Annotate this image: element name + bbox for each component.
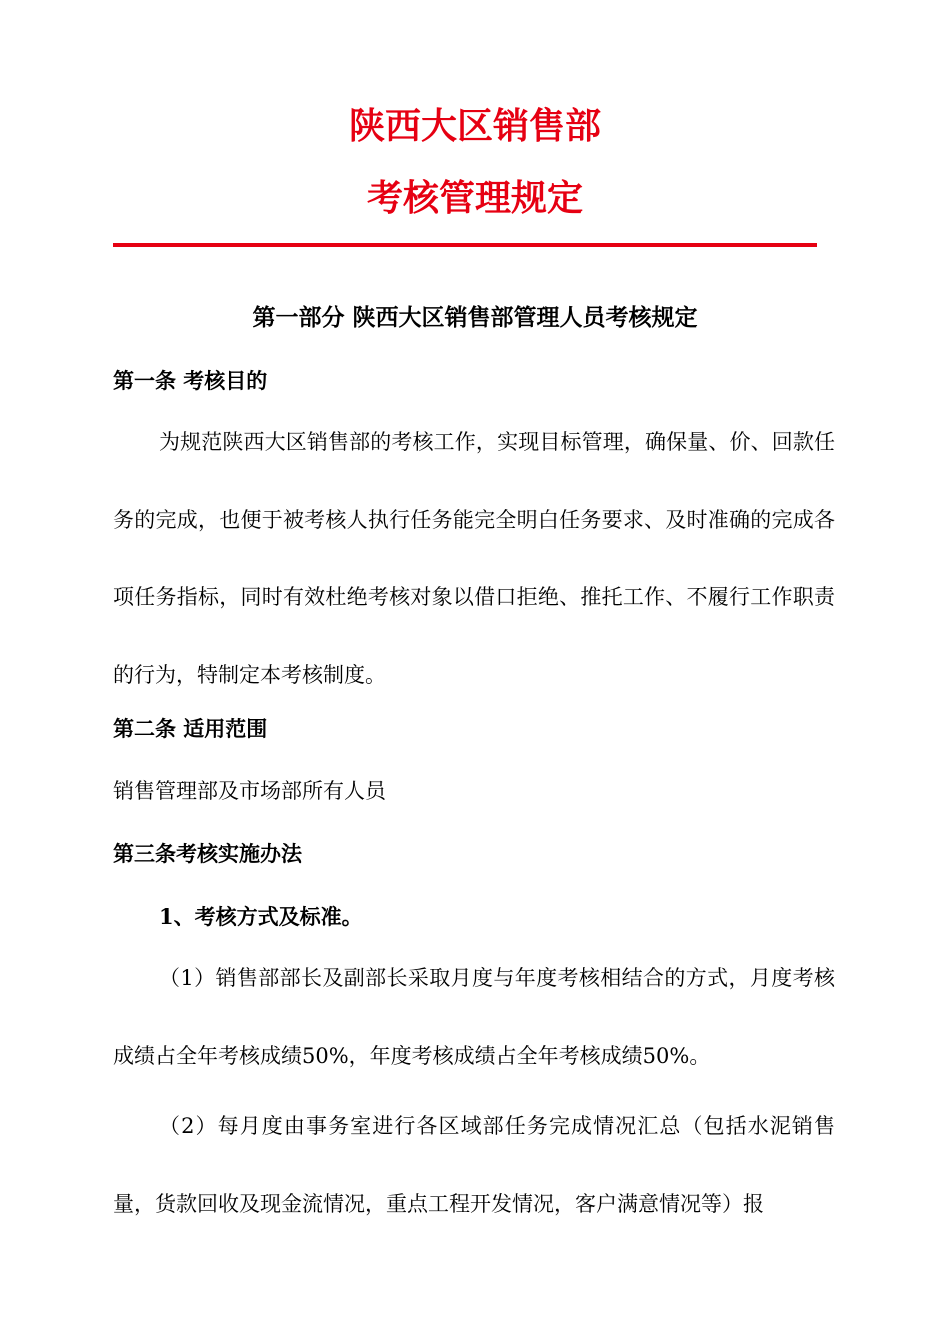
section1-heading: 1、考核方式及标准。 (159, 904, 363, 929)
article3-heading: 第三条考核实施办法 (113, 841, 302, 866)
article2-paragraph: 销售管理部及市场部所有人员 (113, 779, 386, 803)
article1-paragraph: 为规范陕西大区销售部的考核工作，实现目标管理，确保量、价、回款任务的完成，也便于被考核人执行任务能完全明白任务要求、及时准确的完成各项任务指标，同时有效杜绝考核对象以借口拒绝、推托工作、不履行工作职责的行为，特制定本考核制度。 (113, 430, 835, 687)
article2-heading: 第二条 适用范围 (113, 716, 268, 741)
document-title-line2: 考核管理规定 (366, 177, 583, 219)
document-title-line1: 陕西大区销售部 (348, 105, 601, 147)
item1-paragraph: （1）销售部部长及副部长采取月度与年度考核相结合的方式，月度考核成绩占全年考核成绩50%，年度考核成绩占全年考核成绩50%。 (113, 966, 835, 1068)
article1-heading: 第一条 考核目的 (113, 368, 268, 393)
item2-paragraph: （2）每月度由事务室进行各区域部任务完成情况汇总（包括水泥销售量，货款回收及现金流情况，重点工程开发情况，客户满意情况等）报 (113, 1114, 835, 1216)
part-title: 第一部分 陕西大区销售部管理人员考核规定 (252, 304, 698, 331)
title-divider (113, 243, 817, 247)
